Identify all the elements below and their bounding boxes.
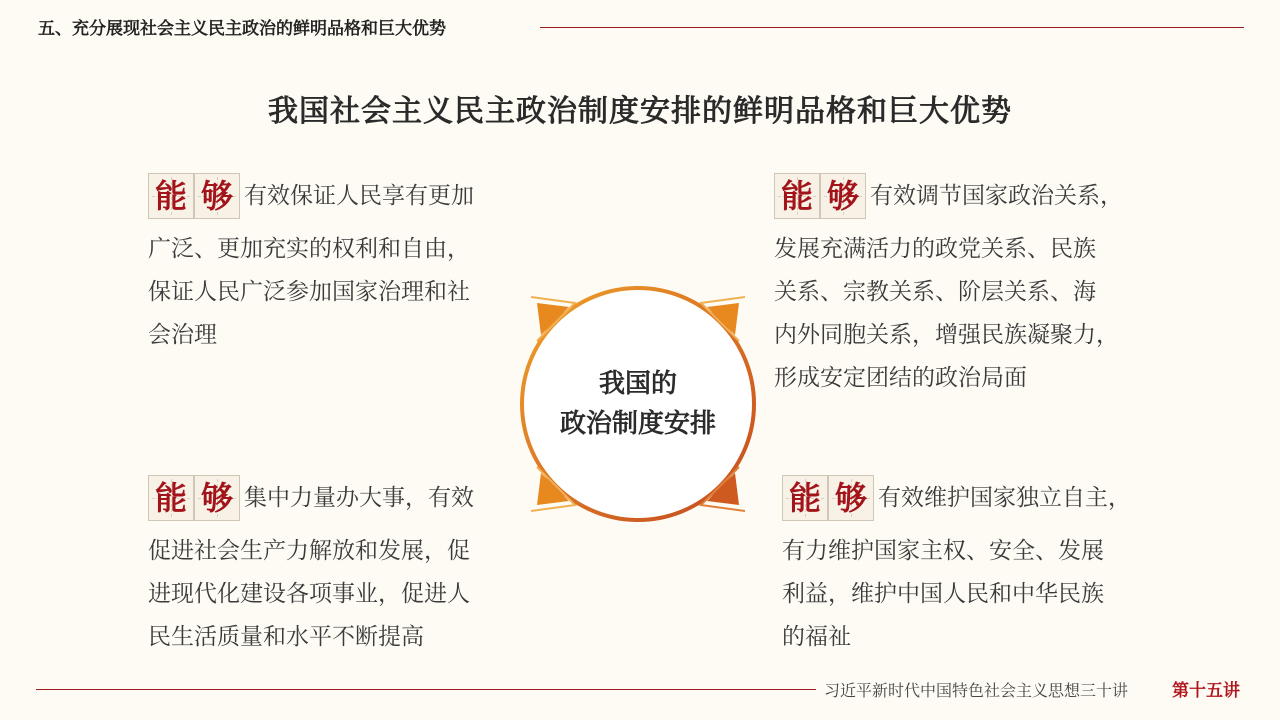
block-line: 利益，维护中国人民和中华民族: [782, 581, 1104, 607]
section-header: 五、充分展现社会主义民主政治的鲜明品格和巨大优势: [38, 19, 446, 39]
badge-char-gou: 够: [194, 173, 240, 219]
block-line: 民生活质量和水平不断提高: [148, 624, 424, 650]
block-line: 广泛、更加充实的权利和自由，: [148, 236, 470, 262]
block-line: 会治理: [148, 322, 217, 348]
center-label: [517, 283, 759, 525]
center-diagram: [517, 283, 759, 525]
badge-char-gou: 够: [828, 475, 874, 521]
block-line: 保证人民广泛参加国家治理和社: [148, 279, 470, 305]
header-rule: [540, 27, 1244, 28]
block-line: 集中力量办大事，有效: [244, 484, 474, 511]
center-label-line2: 政治制度安排: [559, 409, 716, 439]
block-bottom-right: [782, 472, 1162, 659]
neng-gou-badge: [782, 475, 874, 521]
neng-gou-badge: [774, 173, 866, 219]
footer-rule: [36, 689, 816, 690]
badge-char-neng: 能: [148, 475, 194, 521]
block-line: 发展充满活力的政党关系、民族: [774, 236, 1096, 262]
footer-lecture-number: 第十五讲: [1172, 681, 1240, 701]
center-label-line1: 我国的: [598, 369, 677, 399]
block-line: 关系、宗教关系、阶层关系、海: [774, 279, 1096, 305]
badge-char-gou: 够: [194, 475, 240, 521]
block-line: 进现代化建设各项事业，促进人: [148, 581, 470, 607]
block-line: 促进社会生产力解放和发展，促: [148, 538, 470, 564]
neng-gou-badge: [148, 173, 240, 219]
badge-char-neng: 能: [774, 173, 820, 219]
main-title: 我国社会主义民主政治制度安排的鲜明品格和巨大优势: [268, 94, 1012, 129]
badge-char-gou: 够: [820, 173, 866, 219]
block-top-left: [148, 170, 518, 357]
neng-gou-badge: [148, 475, 240, 521]
block-line: 内外同胞关系，增强民族凝聚力，: [774, 322, 1119, 348]
block-line: 的福祉: [782, 624, 851, 650]
footer-series-title: 习近平新时代中国特色社会主义思想三十讲: [824, 681, 1129, 700]
block-bottom-left: [148, 472, 518, 659]
block-line: 形成安定团结的政治局面: [774, 365, 1027, 391]
block-line: 有效保证人民享有更加: [244, 182, 474, 209]
block-line: 有力维护国家主权、安全、发展: [782, 538, 1104, 564]
badge-char-neng: 能: [148, 173, 194, 219]
block-line: 有效维护国家独立自主，: [878, 484, 1131, 511]
block-top-right: [774, 170, 1154, 400]
block-line: 有效调节国家政治关系，: [870, 182, 1123, 209]
badge-char-neng: 能: [782, 475, 828, 521]
